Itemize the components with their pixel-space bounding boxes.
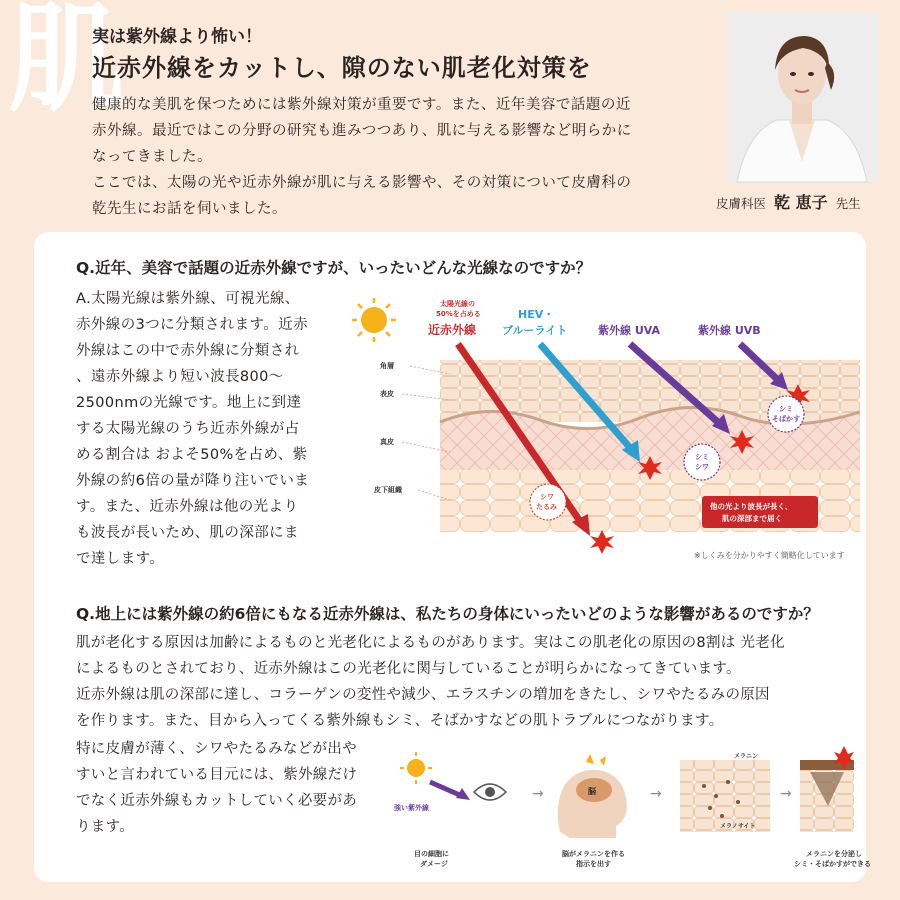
- intro-line: 健康的な美肌を保つためには紫外線対策が重要です。また、近年美容で話題の近: [92, 97, 631, 113]
- question-1: Q.近年、美容で話題の近赤外線ですが、いったいどんな光線なのですか？: [76, 259, 592, 277]
- answer-line: を作ります。また、目から入ってくる紫外線もシミ、そばかすなどの肌トラブルにつながります。: [76, 713, 724, 729]
- layer-label-epidermis: 表皮: [380, 390, 394, 398]
- answer-line: すいと言われている目元には、紫外線だけ: [76, 767, 358, 783]
- answer-1: [76, 286, 336, 572]
- answer-line: によるものとされており、近赤外線はこの光老化に関与していることが明らかになってきています。: [76, 661, 741, 677]
- answer-line: で達します。: [76, 551, 165, 567]
- step1-caption-1: 目の細胞に: [414, 850, 449, 858]
- layer-label-dermis: 真皮: [380, 438, 394, 446]
- answer-line: める割合は およそ50%を占め、紫: [76, 447, 308, 463]
- badge-freckle: [768, 396, 804, 432]
- badge-wrinkle-text-1: シワ: [540, 493, 554, 501]
- intro-line: ここでは、太陽の光や近赤外線が肌に与える影響や、その対策について皮膚科の: [92, 175, 632, 191]
- badge-wrinkle-text-2: たるみ: [536, 503, 557, 511]
- sun-icon: [400, 752, 432, 784]
- intro-text: [92, 92, 702, 222]
- page-subtitle: 実は紫外線より怖い！: [92, 27, 262, 47]
- hev-label-1: HEV・: [518, 308, 555, 321]
- answer-line: 、遠赤外線より短い波長800〜: [76, 369, 284, 385]
- hev-label-2: ブルーライト: [502, 324, 568, 337]
- eye-icon: [474, 784, 506, 800]
- question-2: Q.地上には紫外線の約6倍にもなる近赤外線は、私たちの身体にいったいどのような影響があるのですか？: [76, 605, 819, 623]
- head-icon: [558, 770, 627, 838]
- layer-label-subcutis: 皮下組織: [374, 486, 402, 494]
- answer-2: [76, 630, 836, 734]
- doctor-honorific: 先生: [835, 196, 861, 211]
- answer-line: 2500nmの光線です。地上に到達: [76, 395, 302, 411]
- flow-arrow-2: →: [650, 786, 662, 802]
- decorative-kanji: 肌: [8, 0, 127, 128]
- page-title: 近赤外線をカットし、隙のない肌老化対策を: [92, 54, 592, 82]
- melanocyte-label: メラノサイト: [720, 823, 756, 830]
- uva-label: 紫外線 UVA: [598, 324, 661, 337]
- step3-caption-1: メラニンを分泌し: [806, 850, 862, 858]
- answer-line: する太陽光線のうち近赤外線が占: [76, 421, 300, 437]
- sun-icon: [352, 298, 396, 342]
- badge-wrinkle: [530, 484, 566, 520]
- badge-freckle-text-1: シミ: [779, 405, 793, 413]
- answer-line: 肌が老化する原因は加齢によるものと光老化によるものがあります。実はこの肌老化の原因の8割は 光老化: [76, 635, 785, 651]
- layer-label-stratum: 角層: [380, 362, 394, 370]
- answer-line: でなく近赤外線もカットしていく必要があ: [76, 793, 358, 809]
- nir-note-2: 50%を占める: [436, 310, 481, 318]
- step-eye: [394, 752, 506, 868]
- callout-box: [702, 496, 818, 528]
- flow-arrow-1: →: [532, 786, 544, 802]
- skin-light-penetration-diagram: [340, 292, 860, 572]
- nir-label-group: [428, 299, 481, 337]
- intro-line: 乾先生にお話を伺いました。: [92, 201, 287, 217]
- nir-note-1: 太陽光線の: [440, 300, 475, 308]
- flow-arrow-3: →: [780, 786, 792, 802]
- strong-uv-label: 強い紫外線: [394, 804, 429, 812]
- intro-line: なってきました。: [92, 149, 212, 165]
- step-skin-spot: [794, 746, 871, 868]
- step2-caption-1: 脳がメラニンを作る: [562, 850, 625, 858]
- melanin-label: メラニン: [734, 753, 759, 760]
- answer-line: A.太陽光線は紫外線、可視光線、: [76, 291, 300, 307]
- intro-line: 赤外線。最近ではこの分野の研究も進みつつあり、肌に与える影響など明らかに: [92, 123, 632, 139]
- qa-card: [34, 232, 871, 882]
- answer-line: 特に皮膚が薄く、シワやたるみなどが出や: [76, 741, 357, 757]
- doctor-caption: [716, 190, 861, 213]
- doctor-role: 皮膚科医: [716, 196, 767, 211]
- step-brain: [558, 754, 627, 868]
- step1-caption-2: ダメージ: [420, 860, 448, 868]
- answer-line: 外線の約6倍の量が降り注いでいま: [76, 473, 310, 489]
- answer-line: す。また、近赤外線は他の光より: [76, 499, 299, 515]
- badge-spot-text-1: シミ: [695, 453, 709, 461]
- callout-text-1: 他の光より波長が長く、: [710, 502, 793, 511]
- answer-line: も波長が長いため、肌の深部にま: [76, 525, 299, 541]
- badge-freckle-text-2: そばかす: [772, 415, 800, 423]
- answer-line: ります。: [76, 819, 135, 835]
- brain-label: 脳: [588, 787, 596, 796]
- step3-caption-2: シミ・そばかすができる: [794, 860, 871, 868]
- doctor-photo: [727, 12, 877, 182]
- badge-spot-text-2: シワ: [695, 463, 709, 471]
- answer-line: 近赤外線は肌の深部に達し、コラーゲンの変性や減少、エラスチンの増加をきたし、シワやたるみの原因: [76, 687, 770, 703]
- melanin-process-flow: [394, 746, 871, 876]
- doctor-portrait-illustration: [727, 12, 877, 182]
- nir-label: 近赤外線: [428, 323, 477, 337]
- badge-spot: [684, 444, 720, 480]
- step-skin-melanin: [680, 753, 770, 832]
- uvb-label: 紫外線 UVB: [698, 324, 761, 337]
- answer-line: 赤外線の3つに分類されます。近赤: [76, 317, 308, 333]
- step2-caption-2: 指示を出す: [576, 860, 611, 868]
- callout-text-2: 肌の深部まで届く: [722, 514, 782, 523]
- answer-2-side: [76, 736, 386, 840]
- alert-icon: [586, 754, 606, 766]
- doctor-name: 乾 恵子: [774, 193, 828, 212]
- answer-line: 外線はこの中で赤外線に分類され: [76, 343, 300, 359]
- diagram-footnote: ※しくみを分かりやすく簡略化しています: [694, 551, 845, 560]
